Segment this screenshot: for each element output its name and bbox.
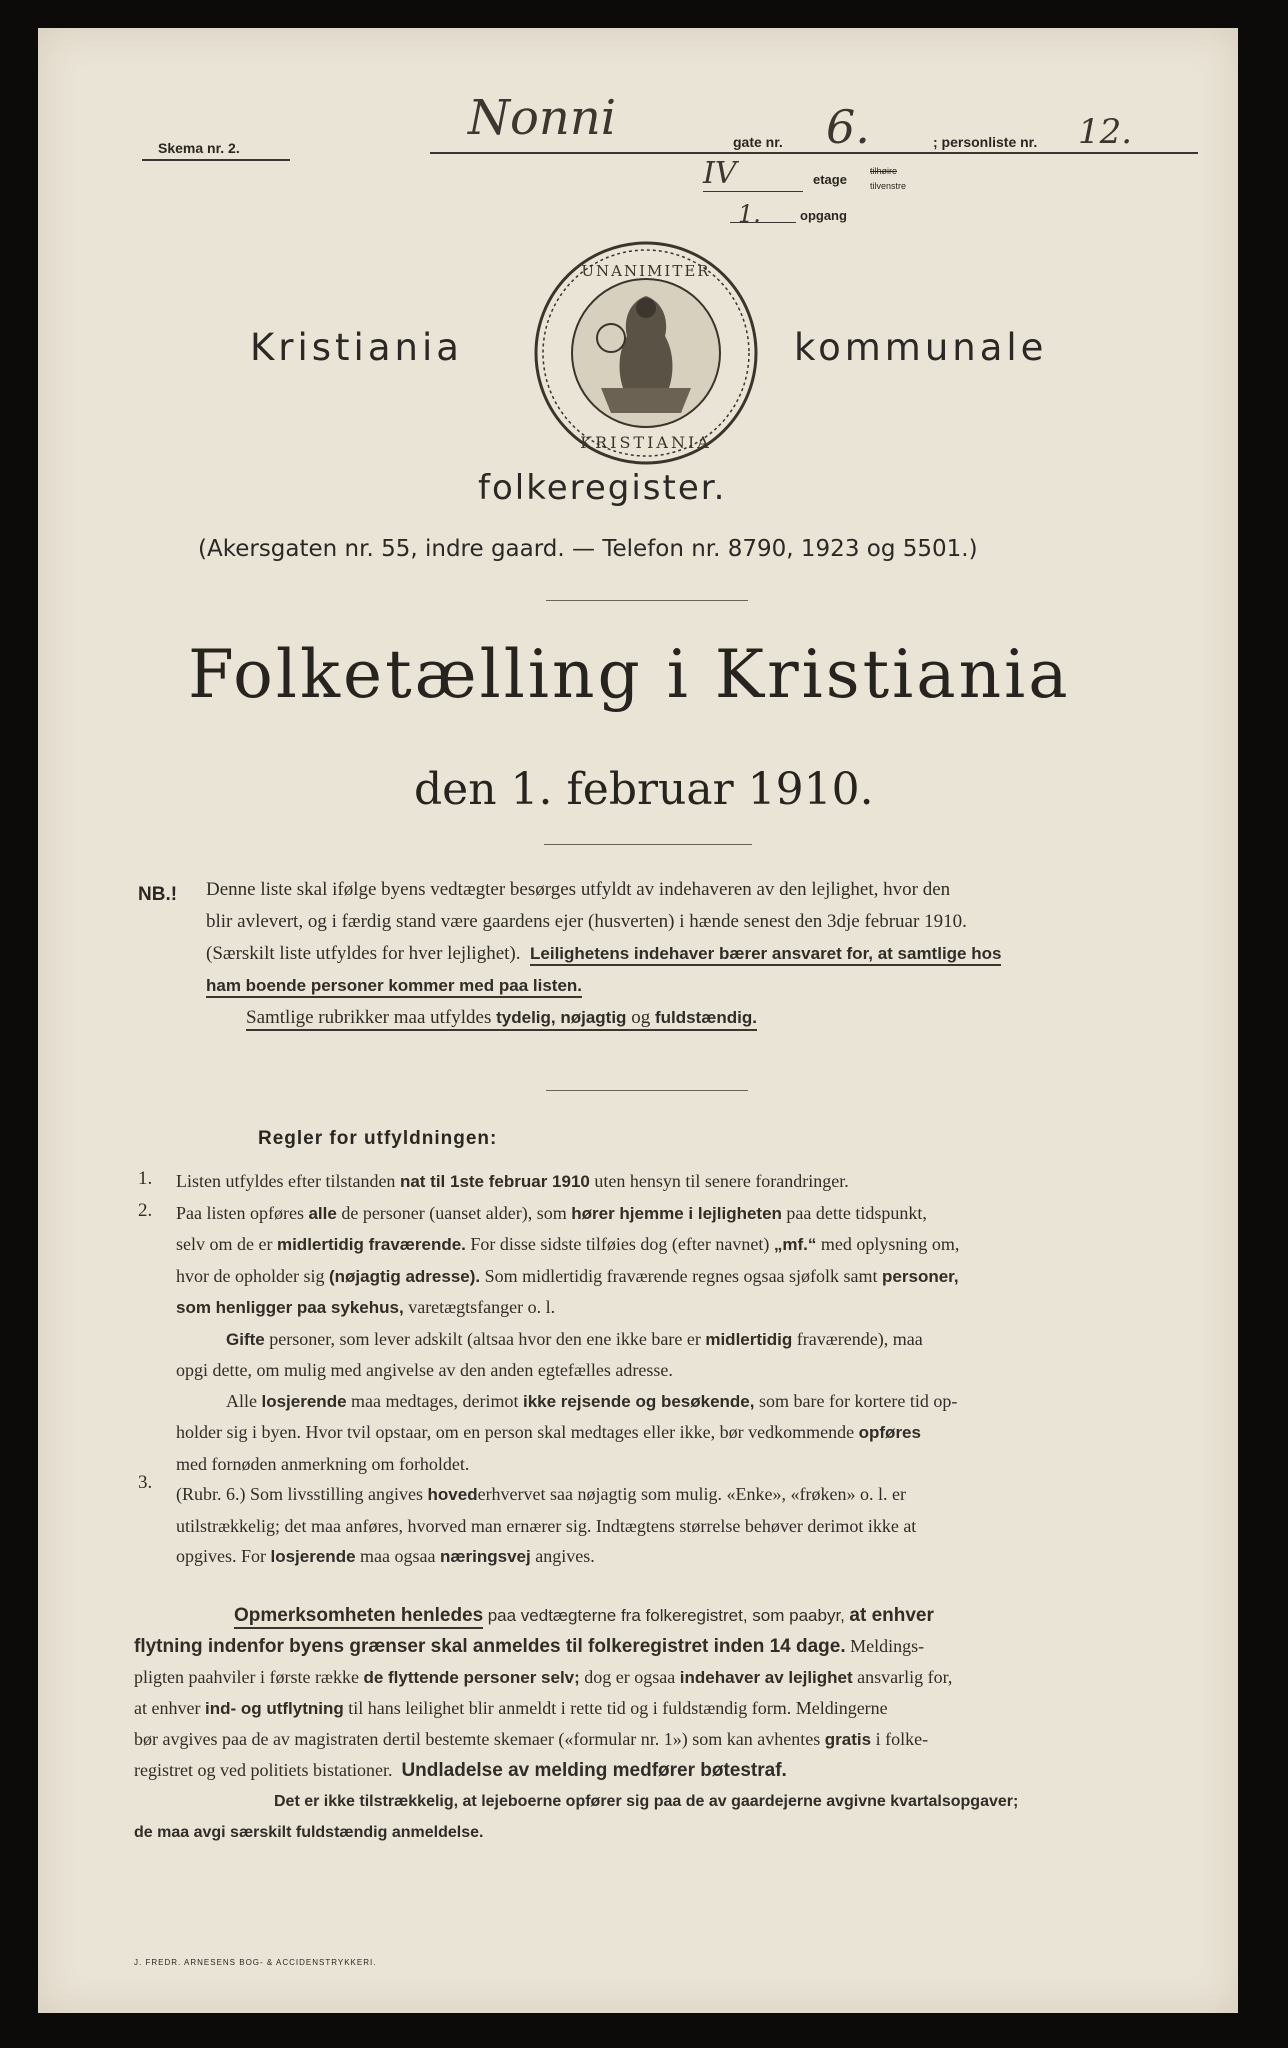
office-name: folkeregister. (478, 468, 727, 508)
nb-responsibility: Leilighetens indehaver bærer ansvaret for, at samtlige hos (530, 944, 1001, 966)
skema-label: Skema nr. 2. (158, 140, 240, 156)
notice-l3b: de flyttende personer selv; (363, 1668, 580, 1687)
rule-2-line-2 (176, 1229, 1176, 1261)
gate-label: gate nr. (733, 134, 783, 150)
r3l3d: næringsvej (440, 1547, 531, 1566)
main-title: Folketælling i Kristiania (188, 636, 1071, 713)
r2l5a: Gifte (226, 1329, 265, 1349)
nb-line-3a: (Særskilt liste utfyldes for hver lejlighet). (206, 943, 521, 964)
r3l3a: opgives. For (176, 1546, 266, 1566)
nb-responsibility-cont: ham boende personer kommer med paa listen. (206, 976, 582, 998)
r3l1c: erhvervet saa nøjagtig som mulig. «Enke», «frøken» o. l. er (477, 1484, 906, 1504)
rule-1a: Listen utfyldes efter tilstanden (176, 1171, 396, 1191)
notice-l4a: at enhver (134, 1698, 201, 1718)
r2l2a: selv om de er (176, 1234, 273, 1254)
opgang-underline (730, 222, 796, 223)
office-address: (Akersgaten nr. 55, indre gaard. — Telefon nr. 8790, 1923 og 5501.) (198, 536, 978, 562)
nb-and: og (631, 1007, 651, 1028)
r2l1d: hører hjemme i lejligheten (571, 1203, 782, 1223)
r2l2e: med oplysning om, (820, 1234, 960, 1254)
r2l3c: Som midlertidig fraværende regnes ogsaa sjøfolk samt (484, 1265, 878, 1286)
etage-value: IV (703, 156, 737, 191)
rule-2-line-6: opgi dette, om mulig med angivelse av den anden egtefælles adresse. (176, 1360, 673, 1380)
date-title: den 1. februar 1910. (414, 764, 874, 815)
notice-l2: flytning indenfor byens grænser skal anmeldes til folkeregistret inden 14 dage. (134, 1636, 846, 1657)
r2l1e: paa dette tidspunkt, (786, 1202, 927, 1223)
gate-value: 6. (826, 100, 870, 154)
r2l5b: personer, som lever adskilt (altsaa hvor den ene ikke bare er (269, 1328, 701, 1349)
etage-underline (703, 191, 803, 192)
notice-line-5 (134, 1724, 1214, 1755)
notice-l3a: pligten paahviler i første række (134, 1667, 359, 1687)
rule-2-line-5 (176, 1324, 1176, 1356)
rule-3-line-1 (176, 1479, 1176, 1511)
rule-2-number: 2. (138, 1200, 153, 1221)
rule-2-line-9: med fornøden anmerkning om forholdet. (176, 1453, 470, 1474)
r2l7a: Alle (226, 1390, 257, 1411)
rules-heading: Regler for utfyldningen: (258, 1128, 498, 1149)
r2l2c: For disse sidste tilføies dog (efter navnet) (470, 1234, 770, 1254)
notice-line-4 (134, 1693, 1214, 1724)
street-handwritten: Nonni (468, 90, 617, 146)
r2l2d: „mf.“ (773, 1235, 817, 1254)
nb-line-5a: Samtlige rubrikker maa utfyldes (246, 1007, 492, 1028)
r2l5d: fraværende), maa (796, 1328, 923, 1349)
notice-line-2 (134, 1631, 1214, 1662)
r3l3b: losjerende (270, 1547, 356, 1566)
r2l5c: midlertidig (705, 1329, 793, 1349)
r2l3d: personer, (882, 1266, 959, 1286)
r2l7c: maa medtages, derimot (351, 1390, 519, 1411)
separator-3 (546, 1090, 748, 1091)
skema-underline (142, 159, 290, 161)
svg-text:KRISTIANIA: KRISTIANIA (580, 433, 712, 452)
notice-l1c: at enhver (849, 1605, 934, 1626)
rule-1 (176, 1166, 1176, 1198)
nb-precise: tydelig, nøjagtig (496, 1008, 627, 1027)
r2l3b: (nøjagtig adresse). (328, 1266, 481, 1286)
office-left-word: Kristiania (250, 326, 463, 369)
personliste-value: 12. (1078, 112, 1133, 152)
separator-1 (546, 600, 748, 601)
rule-2-line-1 (176, 1198, 1176, 1230)
notice-l6b: Undladelse av melding medfører bøtestraf. (401, 1760, 787, 1781)
printer-imprint: J. FREDR. ARNESENS BOG- & ACCIDENSTRYKKERI. (134, 1958, 377, 1967)
street-underline (430, 152, 1198, 154)
notice-line-3 (134, 1662, 1214, 1693)
rule-3-line-3 (176, 1541, 1176, 1573)
notice-line-1 (134, 1600, 1214, 1631)
nb-complete: fuldstændig. (654, 1008, 757, 1027)
rule-1c: uten hensyn til senere forandringer. (594, 1171, 849, 1191)
r2l1c: de personer (uanset alder), som (341, 1202, 567, 1223)
nb-line-5 (206, 1002, 1166, 1034)
notice-l5c: i folke- (875, 1729, 929, 1749)
nb-line-4 (206, 970, 1166, 1002)
rule-3-number: 3. (138, 1472, 153, 1493)
nb-line-2: blir avlevert, og i færdig stand være gaardens ejer (husverten) i hænde senest den 3dje februar 1910. (206, 911, 967, 932)
notice-l4c: til hans leilighet blir anmeldt i rette tid og i fuldstændig form. Meldingerne (348, 1698, 888, 1718)
census-form-page (38, 28, 1238, 2013)
rule-2-line-7 (176, 1386, 1176, 1418)
opgang-value: 1. (738, 200, 761, 228)
r2l4b: varetægtsfanger o. l. (408, 1297, 556, 1317)
notice-l3c: dog er ogsaa (584, 1667, 676, 1687)
etage-label: etage (813, 172, 847, 187)
r3l3e: angives. (535, 1546, 595, 1566)
notice-attention: Opmerksomheten henledes (234, 1605, 483, 1629)
r2l7e: som bare for kortere tid op- (758, 1390, 958, 1411)
r2l8b: opføres (858, 1423, 921, 1442)
etage-option-left: tilvenstre (870, 181, 907, 191)
rule-2-line-3 (176, 1261, 1176, 1293)
r2l7b: losjerende (261, 1391, 347, 1411)
rule-2-line-4 (176, 1292, 1176, 1324)
notice-line-8: de maa avgi særskilt fuldstændig anmeldelse. (134, 1824, 484, 1841)
notice-l5b: gratis (824, 1730, 872, 1749)
notice-l6a: registret og ved politiets bistationer. (134, 1760, 393, 1780)
r2l3a: hvor de opholder sig (176, 1265, 325, 1286)
r2l2b: midlertidig fraværende. (276, 1235, 466, 1254)
r2l7d: ikke rejsende og besøkende, (523, 1391, 755, 1411)
notice-l5a: bør avgives paa de av magistraten dertil bestemte skemaer («formular nr. 1») som kan avhentes (134, 1729, 821, 1749)
nb-label: NB.! (138, 884, 178, 905)
nb-all-fields (246, 1007, 757, 1031)
notice-text (134, 1600, 1214, 1848)
notice-l1b: paa vedtægterne fra folkeregistret, som paabyr, (487, 1606, 845, 1625)
rules-text (176, 1166, 1176, 1573)
nb-line-1: Denne liste skal ifølge byens vedtægter besørges utfyldt av indehaveren av den lejlighet, hvor den (206, 879, 951, 900)
r3l3c: maa ogsaa (360, 1546, 436, 1566)
office-right-word: kommunale (794, 326, 1048, 369)
nb-line-3 (206, 938, 1166, 970)
notice-l4b: ind- og utflytning (204, 1699, 344, 1718)
rule-2-line-8 (176, 1417, 1176, 1449)
notice-l3e: ansvarlig for, (857, 1667, 953, 1687)
r2l1b: alle (308, 1203, 337, 1223)
svg-text:UNANIMITER: UNANIMITER (581, 262, 711, 280)
rule-1-number: 1. (138, 1168, 153, 1189)
r2l4a: som henligger paa sykehus, (176, 1298, 404, 1317)
nb-text (206, 874, 1166, 1034)
kristiania-seal-icon (531, 238, 761, 468)
personliste-label: ; personliste nr. (933, 134, 1038, 150)
notice-line-7: Det er ikke tilstrækkelig, at lejeboerne opfører sig paa de av gaardejerne avgivne kvartalsopgaver; (274, 1793, 1019, 1810)
r2l8a: holder sig i byen. Hvor tvil opstaar, om en person skal medtages eller ikke, bør vedkommende (176, 1422, 855, 1442)
r3l1a: (Rubr. 6.) Som livsstilling angives (176, 1484, 424, 1504)
separator-2 (544, 844, 752, 845)
notice-line-6 (134, 1755, 1214, 1786)
etage-option-right: tilhøire (870, 166, 898, 176)
notice-l2b: Meldings- (850, 1636, 925, 1656)
notice-l3d: indehaver av lejlighet (679, 1668, 853, 1687)
rule-3-line-2: utilstrækkelig; det maa anføres, hvorved man ernærer sig. Indtægtens størrelse behøver derimot ikke at (176, 1515, 917, 1536)
rule-1-date: nat til 1ste februar 1910 (399, 1172, 590, 1191)
r3l1b: hoved (427, 1485, 478, 1504)
r2l1a: Paa listen opføres (176, 1202, 304, 1223)
opgang-label: opgang (800, 208, 847, 223)
